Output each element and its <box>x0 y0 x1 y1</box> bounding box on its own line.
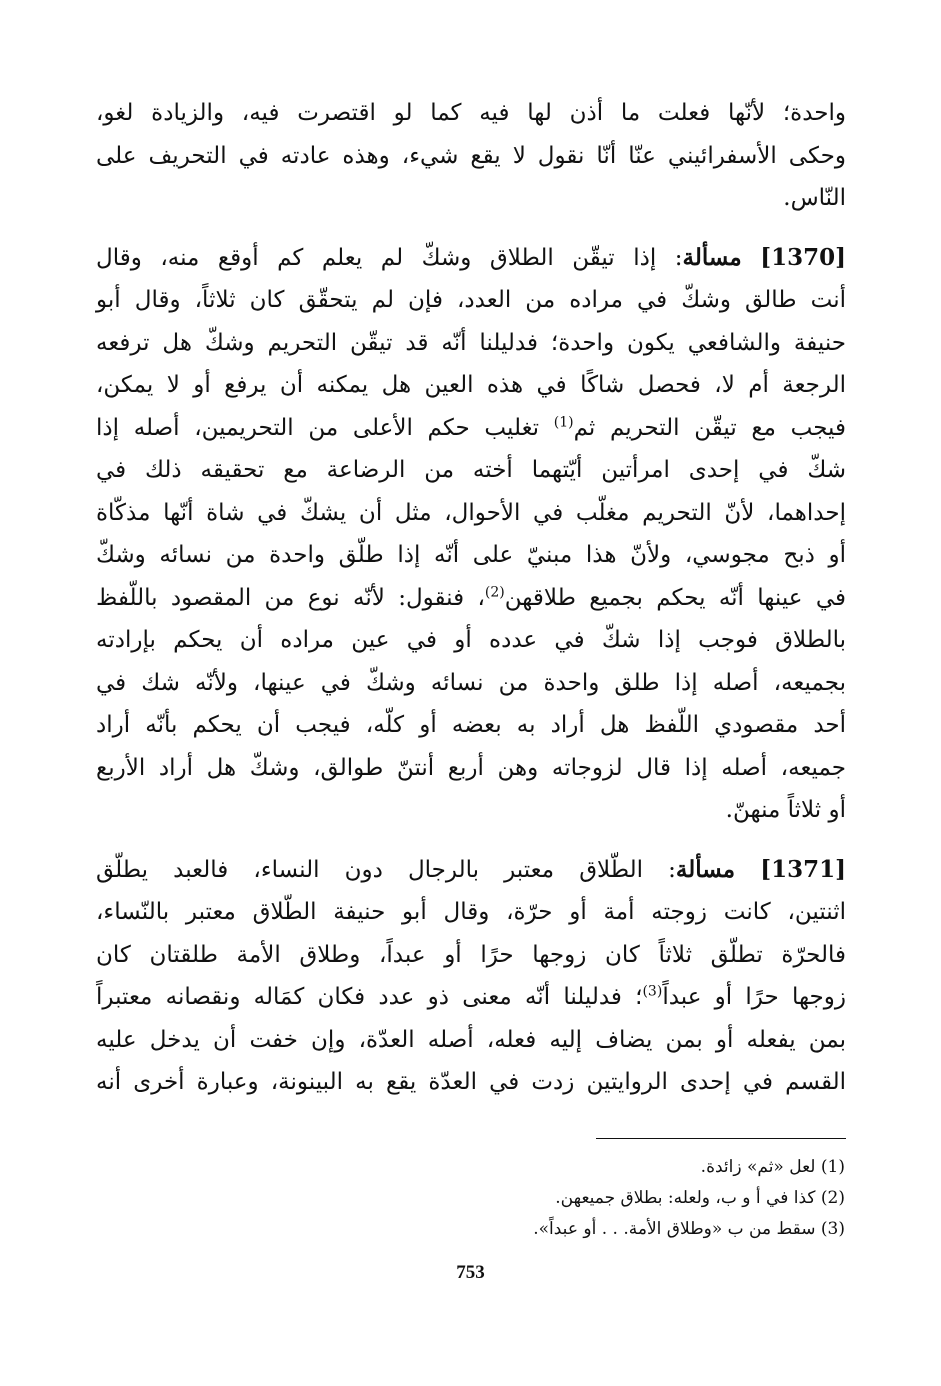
text-line <box>96 849 846 892</box>
text-line: القسم في إحدى الروايتين زدت في العدّة يقع به البينونة، وعبارة أخرى أنه <box>96 1069 846 1095</box>
issue-1371 <box>96 849 846 1104</box>
footnote <box>245 1183 845 1214</box>
text-segment: فيجب مع تيقّن التحريم ثم <box>573 414 846 441</box>
footnote-text: لعل «ثم» زائدة. <box>700 1157 816 1177</box>
footnote-ref-3: (3) <box>642 983 663 1000</box>
text-line: أو ثلاثاً منهنّ. <box>725 797 846 823</box>
footnote-text: كذا في أ و ب، ولعله: بطلاق جميعهن. <box>555 1188 816 1208</box>
text-line: النّاس. <box>783 185 846 211</box>
text-segment: زوجها حرًا أو عبداً <box>662 984 846 1010</box>
issue-1370 <box>96 237 846 832</box>
text-line: بالطلاق فوجب إذا شكّ في عدده أو في عين مراده أن يحكم بإرادته <box>96 627 846 653</box>
text-line: اثنتين، كانت زوجته أمة أو حرّة، وقال أبو حنيفة الطّلاق معتبر بالنّساء، <box>96 899 846 925</box>
footnote-ref-1: (1) <box>553 413 574 430</box>
text-line: أو ذبح مجوسي، ولأنّ هذا مبنيّ على أنّه إذا طلّق واحدة من نسائه وشكّ <box>96 542 846 568</box>
footnote-divider <box>596 1138 846 1139</box>
text-line: أنت طالق وشكّ في مراده من العدد، فإن لم يتحقّق كان ثلاثاً، وقال أبو <box>96 287 846 313</box>
footnote-number: (1) <box>820 1157 845 1177</box>
text-line: إحداهما، لأنّ التحريم مغلّب في الأحوال، مثل أن يشكّ في شاة أنّها مذكّاة <box>96 499 846 526</box>
footnote <box>245 1152 845 1183</box>
text-line <box>96 577 846 620</box>
text-segment: : الطّلاق معتبر بالرجال دون النساء، فالعبد يطلّق <box>96 856 676 883</box>
text-line <box>96 407 846 450</box>
text-line <box>96 237 846 280</box>
text-segment: : إذا تيقّن الطلاق وشكّ لم يعلم كم أوقع منه، وقال <box>96 244 683 271</box>
footnote-ref-2: (2) <box>484 583 505 600</box>
footnotes <box>245 1152 845 1245</box>
page-body <box>96 92 846 1121</box>
text-line: واحدة؛ لأنّها فعلت ما أذن لها فيه كما لو اقتصرت فيه، والزيادة لغو، <box>96 100 846 126</box>
text-line: وحكى الأسفرائيني عنّا أنّا نقول لا يقع شيء، وهذه عادته في التحريف على <box>96 142 846 169</box>
text-segment: أصله إذا <box>96 414 180 441</box>
issue-label: مسألة <box>675 855 736 883</box>
text-segment: ، فنقول: لأنّه نوع من المقصود باللّفظ <box>96 584 485 611</box>
text-segment: في عينها أنّه يحكم بجميع طلاقهن <box>504 584 846 611</box>
text-line: بمن يفعله أو بمن يضاف إليه فعله، أصله العدّة، وإن خفت أن يدخل عليه <box>96 1026 846 1053</box>
text-line: أحد مقصودي اللّفظ هل أراد به بعضه أو كلّه، فيجب أن يحكم بأنّه أراد <box>96 712 846 738</box>
footnote-number: (3) <box>820 1219 845 1239</box>
issue-number: [1370] <box>760 243 846 271</box>
footnote <box>245 1214 845 1245</box>
text-line: حنيفة والشافعي يكون واحدة؛ فدليلنا أنّه قد تيقّن التحريم وشكّ هل ترفعه <box>96 329 846 356</box>
text-line: فالحرّة تطلّق ثلاثاً كان زوجها حرًا أو عبداً، وطلاق الأمة طلقتان كان <box>96 941 846 968</box>
issue-label: مسألة <box>682 243 742 271</box>
paragraph-continuation <box>96 92 846 220</box>
text-line: شكّ في إحدى امرأتين أيّتهما أخته من الرضاعة مع تحقيقه ذلك في <box>96 457 846 483</box>
text-segment: ؛ فدليلنا أنّه معنى ذو عدد فكان كمَاله ونقصانه معتبراً <box>96 984 643 1010</box>
page-number: 753 <box>456 1262 485 1283</box>
footnote-text: سقط من ب «وطلاق الأمة. . . أو عبداً». <box>533 1219 816 1239</box>
footnote-number: (2) <box>820 1188 845 1208</box>
text-line <box>96 976 846 1019</box>
text-line: الرجعة أم لا، فحصل شاكًا في هذه العين هل يمكنه أن يرفع أو لا يمكن، <box>96 372 846 398</box>
issue-number: [1371] <box>760 855 846 883</box>
text-line: جميعه، أصله إذا قال لزوجاته وهن أربع أنتنّ طوالق، وشكّ هل أراد الأربع <box>96 754 846 781</box>
text-segment: تغليب حكم الأعلى من التحريمين، <box>194 414 540 441</box>
text-line: بجميعه، أصله إذا طلق واحدة من نسائه وشكّ في عينها، ولأنّه شك في <box>96 669 846 696</box>
